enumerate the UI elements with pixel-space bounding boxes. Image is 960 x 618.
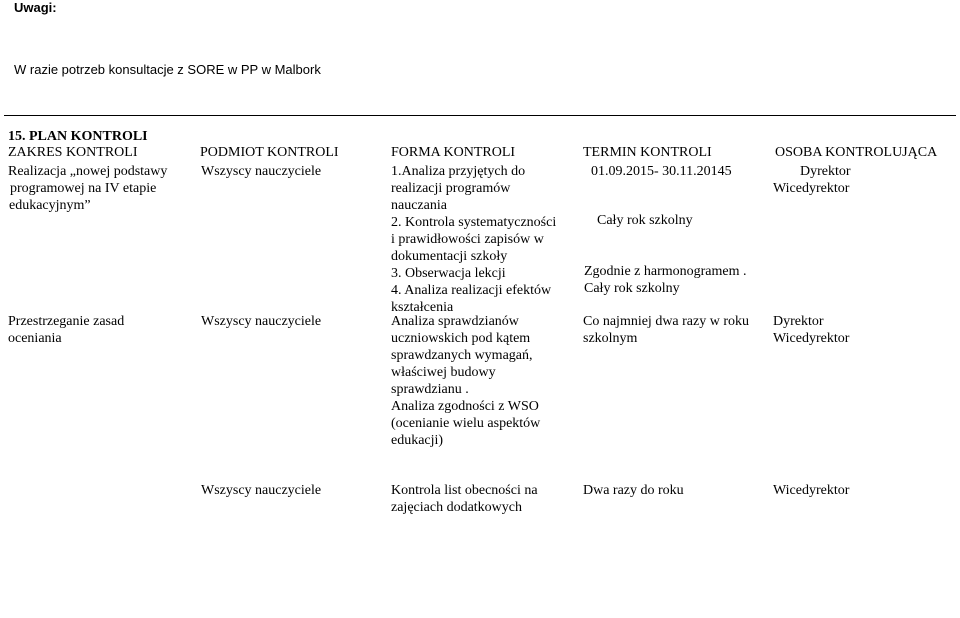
notes-title: Uwagi: xyxy=(14,0,57,15)
row1-podmiot xyxy=(201,163,321,180)
row2-forma-line: sprawdzianu . xyxy=(391,382,469,397)
row2-forma-line: edukacji) xyxy=(391,433,444,448)
row1-osoba-wicedyrektor: Wicedyrektor xyxy=(773,181,850,196)
row1-forma-line: 3. Obserwacja lekcji xyxy=(391,266,506,281)
row2-forma-line: Analiza zgodności z WSO xyxy=(391,399,539,414)
row1-termin-dates: 01.09.2015- 30.11.20145 xyxy=(591,164,732,179)
row2-podmiot xyxy=(201,313,321,330)
row2-termin-line: szkolnym xyxy=(583,331,638,346)
row1-podmiot-line: Wszyscy nauczyciele xyxy=(201,164,322,179)
row3-forma-line: zajęciach dodatkowych xyxy=(391,500,522,515)
row1-zakres-line: Realizacja „nowej podstawy xyxy=(8,164,168,179)
row2-zakres-line: Przestrzeganie zasad xyxy=(8,314,125,329)
row3-termin-line: Dwa razy do roku xyxy=(583,483,684,498)
row2-zakres xyxy=(8,313,124,347)
row2-forma-line: sprawdzanych wymagań, xyxy=(391,348,533,363)
row3-podmiot xyxy=(201,482,321,499)
row2-osoba xyxy=(773,313,849,347)
header-termin: TERMIN KONTROLI xyxy=(583,145,712,160)
row1-forma-line: i prawidłowości zapisów w xyxy=(391,232,544,247)
header-forma: FORMA KONTROLI xyxy=(391,145,516,160)
row2-forma-line: uczniowskich pod kątem xyxy=(391,331,531,346)
row3-osoba-line: Wicedyrektor xyxy=(773,483,850,498)
row2-termin xyxy=(583,313,749,347)
row3-termin xyxy=(583,482,684,499)
row2-forma-line: właściwej budowy xyxy=(391,365,496,380)
row1-forma-line: 1.Analiza przyjętych do xyxy=(391,164,526,179)
row1-forma-line: kształcenia xyxy=(391,300,454,315)
row1-forma-line: dokumentacji szkoły xyxy=(391,249,508,264)
row1-forma xyxy=(391,163,556,316)
row2-osoba-line: Dyrektor xyxy=(773,314,824,329)
plan-title: 15. PLAN KONTROLI xyxy=(8,129,148,144)
row3-podmiot-line: Wszyscy nauczyciele xyxy=(201,483,322,498)
notes-info: W razie potrzeb konsultacje z SORE w PP w Malbork xyxy=(14,62,321,77)
row1-forma-line: 2. Kontrola systematyczności xyxy=(391,215,557,230)
header-podmiot: PODMIOT KONTROLI xyxy=(200,145,339,160)
row1-forma-line: 4. Analiza realizacji efektów xyxy=(391,283,552,298)
row3-forma xyxy=(391,482,538,516)
row2-forma-line: Analiza sprawdzianów xyxy=(391,314,519,329)
row2-osoba-line: Wicedyrektor xyxy=(773,331,850,346)
row1-termin-schedule: Zgodnie z harmonogramem . xyxy=(584,264,747,279)
header-osoba: OSOBA KONTROLUJĄCA xyxy=(775,145,938,160)
row1-termin-year2: Cały rok szkolny xyxy=(584,281,680,296)
separator-line xyxy=(4,115,956,116)
row1-termin-year: Cały rok szkolny xyxy=(597,213,693,228)
header-zakres: ZAKRES KONTROLI xyxy=(8,145,138,160)
row3-forma-line: Kontrola list obecności na xyxy=(391,483,538,498)
row2-podmiot-line: Wszyscy nauczyciele xyxy=(201,314,322,329)
row2-forma-line: (ocenianie wielu aspektów xyxy=(391,416,541,431)
row1-zakres-line: programowej na IV etapie xyxy=(10,181,157,196)
row2-forma xyxy=(391,313,540,449)
row1-forma-line: realizacji programów xyxy=(391,181,511,196)
row1-zakres-line: edukacyjnym” xyxy=(9,198,91,213)
row3-osoba xyxy=(773,482,849,499)
row1-zakres xyxy=(8,163,167,214)
row2-zakres-line: oceniania xyxy=(8,331,62,346)
row1-forma-line: nauczania xyxy=(391,198,447,213)
row1-osoba-dyrektor: Dyrektor xyxy=(800,164,851,179)
row2-termin-line: Co najmniej dwa razy w roku xyxy=(583,314,750,329)
